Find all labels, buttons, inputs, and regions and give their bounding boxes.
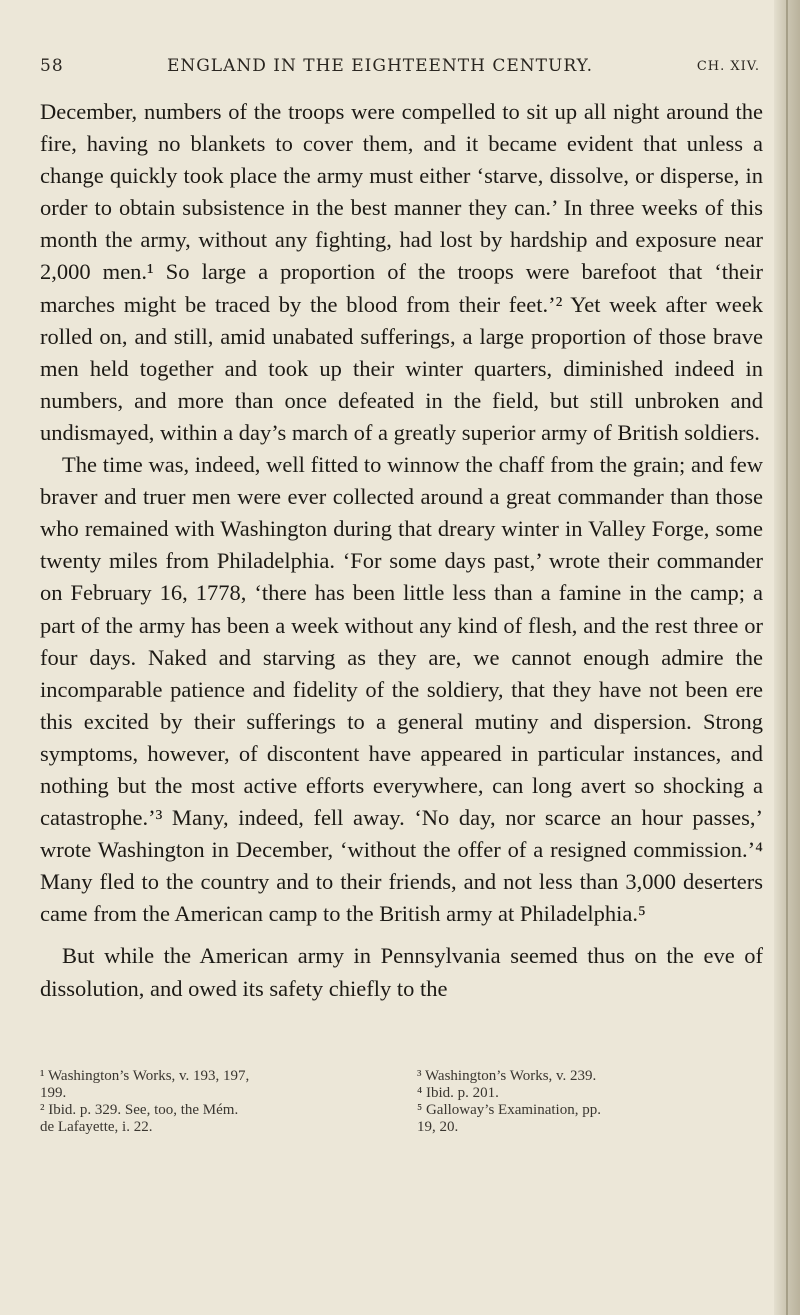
paragraph-2: The time was, indeed, well fitted to winnow the chaff from the grain; and few braver and truer men were ever collected around a great commander than those who remained with Washington during that dreary winter in Valley Forge, some twenty miles from Philadelphia. ‘For some days past,’ wrote their commander on February 16, 1778, ‘there has been little less than a famine in the camp; a part of the army has been a week without any kind of flesh, and the rest three or four days. Naked and starving as they are, we cannot enough admire the incomparable patience and fidelity of the soldiery, that they have not been ere this excited by their sufferings to a general mutiny and dispersion. Strong symptoms, however, of discontent have appeared in particular instances, and nothing but the most active efforts everywhere, can long avert so shocking a catastrophe.’³ Many, indeed, fell away. ‘No day, nor scarce an hour passes,’ wrote Washington in December, ‘without the offer of a resigned commission.’⁴ Many fled to the country and to their friends, and not less than 3,000 deserters came from the American camp to the British army at Philadelphia.⁵	[40, 452, 763, 927]
binding-shadow-line	[786, 0, 788, 1315]
footnotes-right-column	[417, 1068, 772, 1136]
paragraph-1: December, numbers of the troops were compelled to sit up all night around the fire, having no blankets to cover them, and it became evident that unless a change quickly took place the army must either ‘starve, dissolve, or disperse, in order to obtain subsistence in the best manner they can.’ In three weeks of this month the army, without any fighting, had lost by hardship and exposure near 2,000 men.¹ So large a proportion of the troops were barefoot that ‘their marches might be traced by the blood from their feet.’² Yet week after week rolled on, and still, amid unabated sufferings, a large proportion of those brave men held together and took up their winter quarters, diminished indeed in numbers, and more than once defeated in the field, but still unbroken and undismayed, within a day’s march of a greatly superior army of British soldiers.	[40, 99, 763, 445]
footnote-line: de Lafayette, i. 22.	[40, 1119, 153, 1135]
chapter-label: CH. XIV.	[696, 59, 760, 74]
footnote-line: ³ Washington’s Works, v. 239.	[417, 1068, 597, 1084]
footnote-line: 19, 20.	[417, 1119, 459, 1135]
footnotes-left-column	[40, 1068, 395, 1136]
footnote-line: ² Ibid. p. 329. See, too, the Mém.	[40, 1102, 239, 1118]
paragraph-3: But while the American army in Pennsylvania seemed thus on the eve of dissolution, and owed its safety chiefly to the	[40, 943, 763, 1001]
page-number: 58	[40, 56, 64, 76]
body-text	[40, 96, 763, 1005]
footnotes	[40, 1068, 763, 1138]
footnote-line: ⁵ Galloway’s Examination, pp.	[417, 1102, 601, 1118]
running-title: ENGLAND IN THE EIGHTEENTH CENTURY.	[166, 56, 594, 76]
footnote-line: ⁴ Ibid. p. 201.	[417, 1085, 499, 1101]
footnote-line: ¹ Washington’s Works, v. 193, 197,	[40, 1068, 250, 1084]
running-header	[40, 56, 760, 82]
footnote-line: 199.	[40, 1085, 67, 1101]
